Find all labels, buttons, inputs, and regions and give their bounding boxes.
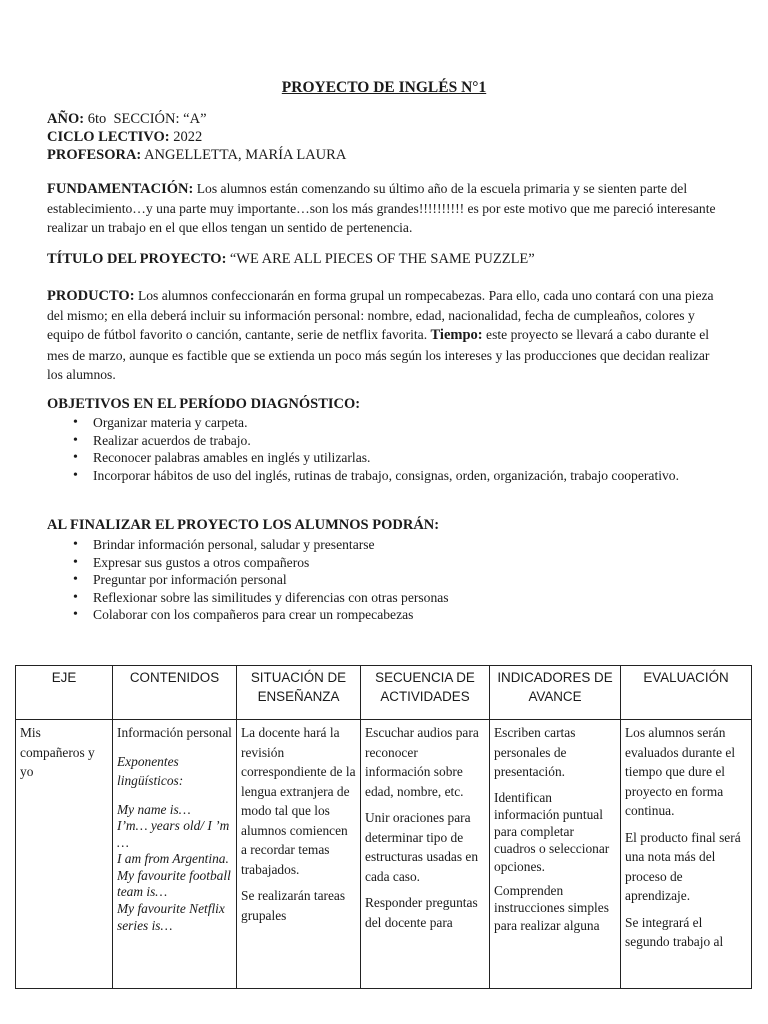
teacher-line (47, 147, 346, 164)
example-phrase: My name is… (117, 801, 191, 817)
planning-table (15, 665, 752, 989)
product-text: Los alumnos confeccionarán en forma grupal un rompecabezas. Para ello, cada uno contará con una pieza del mismo; en ella deberá incluir su información personal: nombre, edad, nacionalidad, fecha de cumpleaños, colores y equipo de fútbol favorito o canción, cantante, serie de netflix favorita. (47, 288, 714, 343)
project-title-value: “WE ARE ALL PIECES OF THE SAME PUZZLE” (229, 251, 535, 267)
year-label: AÑO: (47, 111, 85, 127)
list-item: • Incorporar hábitos de uso del inglés, rutinas de trabajo, consignas, orden, organización, trabajo cooperativo. (47, 467, 723, 485)
outcomes-heading: AL FINALIZAR EL PROYECTO LOS ALUMNOS PODRÁN: (47, 517, 440, 533)
table-row (16, 720, 752, 989)
list-item: • Preguntar por información personal (47, 571, 723, 589)
school-year-label: CICLO LECTIVO: (47, 129, 170, 145)
column-header-situacion: SITUACIÓN DE ENSEÑANZA (237, 666, 361, 720)
project-title-label: TÍTULO DEL PROYECTO: (47, 251, 227, 267)
list-item: • Colaborar con los compañeros para crear un rompecabezas (47, 606, 723, 624)
school-year-line (47, 129, 202, 146)
table-header-row (16, 666, 752, 720)
project-title-line (47, 249, 723, 269)
exponents-label: Exponentes lingüísticos: (117, 753, 184, 788)
cell-contenidos (113, 720, 237, 989)
example-phrase: I’m… years old/ I ’m … (117, 818, 230, 850)
objectives-list (47, 414, 723, 484)
cell-situacion: La docente hará la revisión correspondiente de la lengua extranjera de modo tal que los alumnos comiencen a recordar temas trabajados. Se realizarán tareas grupales (237, 720, 361, 989)
list-item: • Organizar materia y carpeta. (47, 414, 723, 432)
column-header-eje: EJE (16, 666, 113, 720)
example-phrases (117, 802, 232, 935)
list-item: • Reflexionar sobre las similitudes y diferencias con otras personas (47, 589, 723, 607)
content-main: Información personal (117, 725, 232, 740)
column-header-contenidos: CONTENIDOS (113, 666, 237, 720)
year-section-line (47, 111, 207, 128)
list-item: • Realizar acuerdos de trabajo. (47, 432, 723, 450)
school-year-value: 2022 (173, 129, 203, 145)
example-phrase: My favourite football team is… (117, 867, 231, 900)
cell-eje: Mis compañeros y yo (16, 720, 113, 989)
product-paragraph (47, 286, 723, 384)
list-item: • Brindar información personal, saludar y presentarse (47, 536, 723, 554)
example-phrase: My favourite Netflix series is… (117, 901, 225, 933)
rationale-label: FUNDAMENTACIÓN: (47, 181, 194, 197)
example-phrase: I am from Argentina. (117, 851, 229, 867)
rationale-text: Los alumnos están comenzando su último año de la escuela primaria y se sienten parte del establecimiento…y una parte muy importante…son los más grandes!!!!!!!!!! es por este motivo que me pareció interesante realizar un trabajo en el que ellos tengan un sentido de pertenencia. (47, 181, 716, 236)
section-value: SECCIÓN: “A” (113, 111, 207, 127)
cell-secuencia: Escuchar audios para reconocer información sobre edad, nombre, etc. Unir oraciones para determinar tipo de estructuras usadas en cada caso. Responder preguntas del docente para (361, 720, 490, 989)
outcomes-list (47, 536, 723, 624)
teacher-value: ANGELLETTA, MARÍA LAURA (144, 147, 347, 163)
year-value: 6to (87, 111, 107, 127)
cell-indicadores: Escriben cartas personales de presentación. Identifican información puntual para completar cuadros o seleccionar opciones. Comprenden instrucciones simples para realizar alguna (490, 720, 621, 989)
cell-evaluacion: Los alumnos serán evaluados durante el tiempo que dure el proyecto en forma continua. El producto final será una nota más del proceso de aprendizaje. Se integrará el segundo trabajo al (621, 720, 752, 989)
rationale-paragraph (47, 179, 723, 238)
time-label: Tiempo: (430, 327, 483, 344)
objectives-heading: OBJETIVOS EN EL PERÍODO DIAGNÓSTICO: (47, 396, 361, 412)
document-title: PROYECTO DE INGLÉS N°1 (281, 79, 487, 96)
column-header-evaluacion: EVALUACIÓN (621, 666, 752, 720)
product-label: PRODUCTO: (47, 288, 135, 304)
list-item: • Reconocer palabras amables en inglés y utilizarlas. (47, 449, 723, 467)
teacher-label: PROFESORA: (47, 147, 142, 163)
time-text: este proyecto se llevará a cabo durante el mes de marzo, aunque es factible que se extienda un poco más según los intereses y las producciones que decidan realizar los alumnos. (47, 327, 710, 382)
list-item: • Expresar sus gustos a otros compañeros (47, 554, 723, 572)
column-header-indicadores: INDICADORES DE AVANCE (490, 666, 621, 720)
column-header-secuencia: SECUENCIA DE ACTIVIDADES (361, 666, 490, 720)
